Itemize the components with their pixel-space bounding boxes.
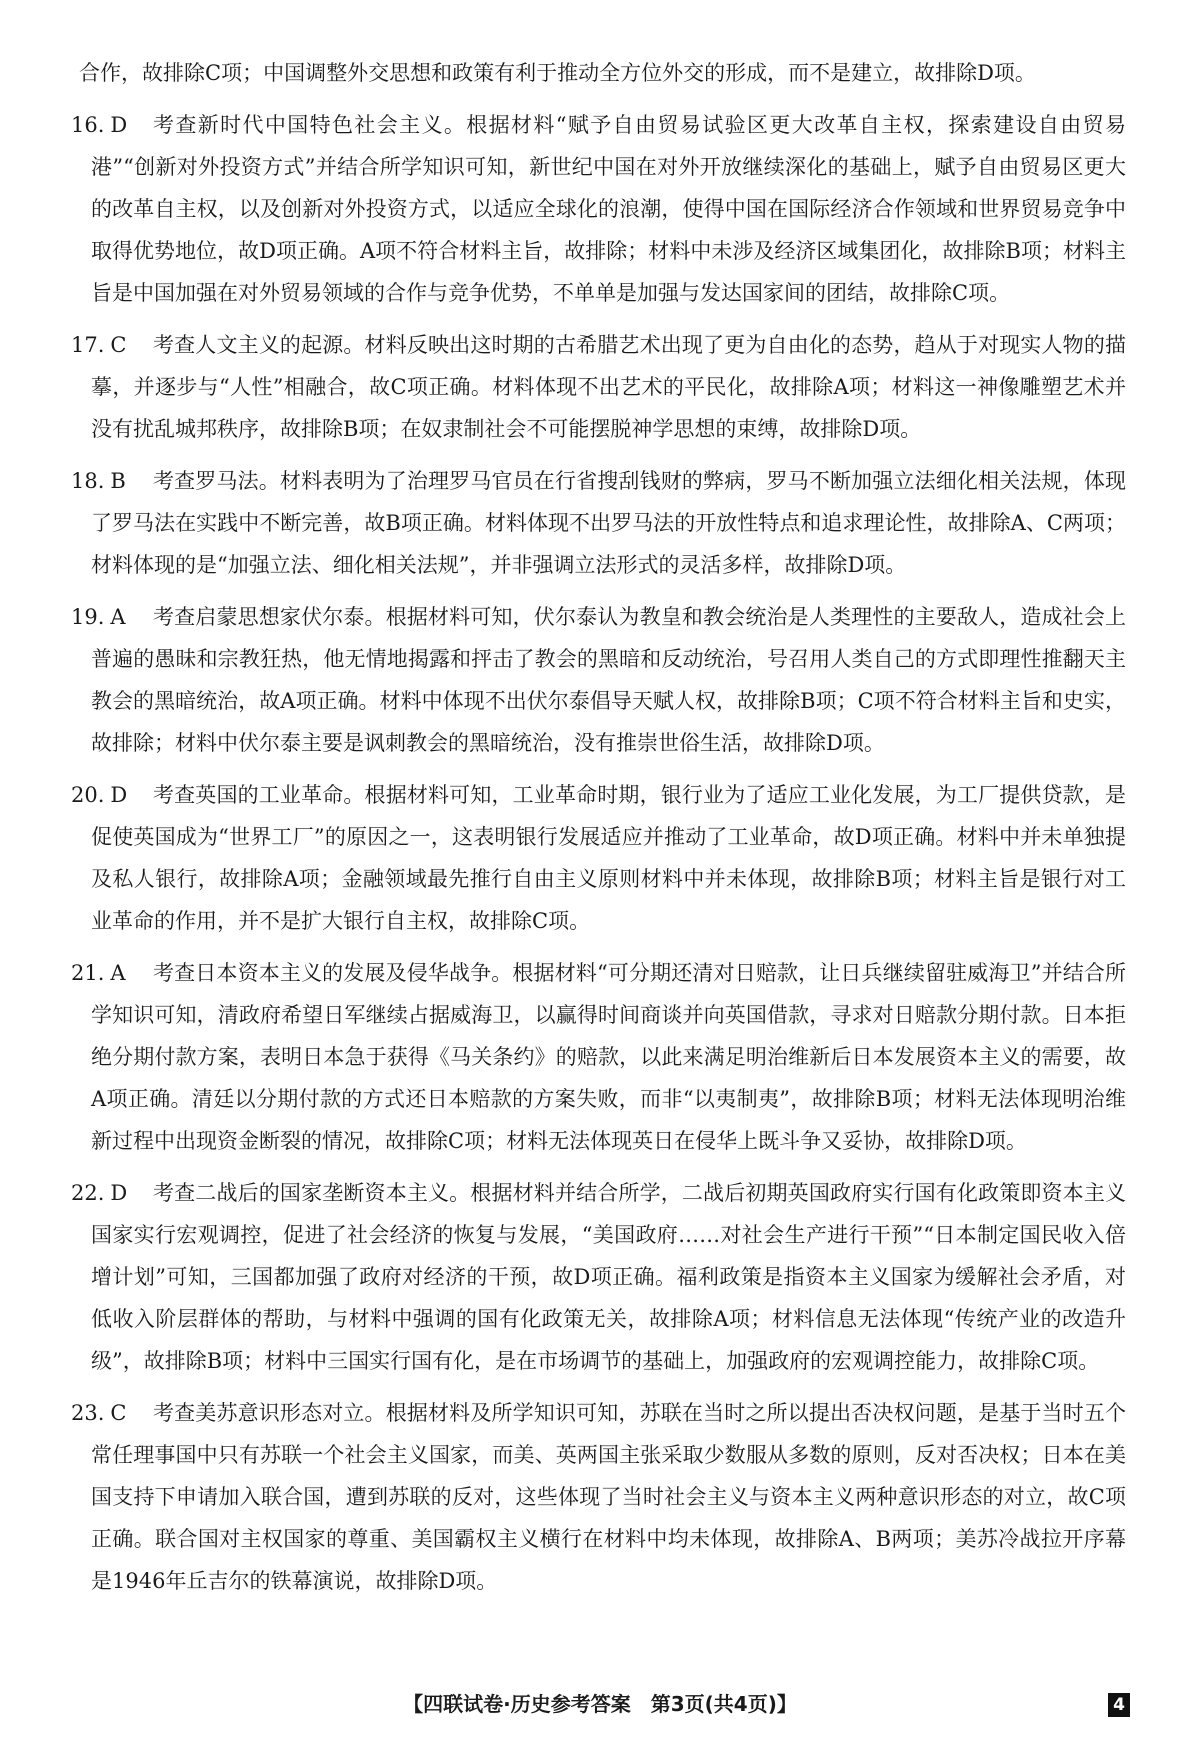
answer-item-23 (71, 1392, 1126, 1602)
answer-letter: A (110, 961, 126, 985)
question-index: 19. (71, 605, 105, 629)
question-index: 16. (71, 113, 105, 137)
explanation-text: 考查新时代中国特色社会主义。根据材料“赋予自由贸易试验区更大改革自主权，探索建设自由贸易港”“创新对外投资方式”并结合所学知识可知，新世纪中国在对外开放继续深化的基础上，赋予自由贸易区更大的改革自主权，以及创新对外投资方式，以适应全球化的浪潮，使得中国在国际经济合作领域和世界贸易竞争中取得优势地位，故D项正确。A项不符合材料主旨，故排除；材料中未涉及经济区域集团化，故排除B项；材料主旨是中国加强在对外贸易领域的合作与竞争优势，不单单是加强与发达国家间的团结，故排除C项。 (91, 113, 1126, 305)
explanation-text: 考查英国的工业革命。根据材料可知，工业革命时期，银行业为了适应工业化发展，为工厂提供贷款，是促使英国成为“世界工厂”的原因之一，这表明银行发展适应并推动了工业革命，故D项正确。材料中并未单独提及私人银行，故排除A项；金融领域最先推行自由主义原则材料中并未体现，故排除B项；材料主旨是银行对工业革命的作用，并不是扩大银行自主权，故排除C项。 (91, 783, 1126, 933)
answer-item-18 (71, 460, 1126, 586)
answer-letter: C (110, 1401, 127, 1425)
answer-item-21 (71, 952, 1126, 1162)
explanation-text: 考查罗马法。材料表明为了治理罗马官员在行省搜刮钱财的弊病，罗马不断加强立法细化相关法规，体现了罗马法在实践中不断完善，故B项正确。材料体现不出罗马法的开放性特点和追求理论性，故排除A、C两项；材料体现的是“加强立法、细化相关法规”，并非强调立法形式的灵活多样，故排除D项。 (91, 469, 1126, 577)
answer-page (71, 52, 1126, 1612)
question-index: 23. (71, 1401, 105, 1425)
explanation-text: 考查日本资本主义的发展及侵华战争。根据材料“可分期还清对日赔款，让日兵继续留驻威海卫”并结合所学知识可知，清政府希望日军继续占据威海卫，以赢得时间商谈并向英国借款，寻求对日赔款分期付款。日本拒绝分期付款方案，表明日本急于获得《马关条约》的赔款，以此来满足明治维新后日本发展资本主义的需要，故A项正确。清廷以分期付款的方式还日本赔款的方案失败，而非“以夷制夷”，故排除B项；材料无法体现明治维新过程中出现资金断裂的情况，故排除C项；材料无法体现英日在侵华上既斗争又妥协，故排除D项。 (91, 961, 1126, 1153)
answer-letter: D (110, 113, 128, 137)
explanation-text: 考查二战后的国家垄断资本主义。根据材料并结合所学，二战后初期英国政府实行国有化政策即资本主义国家实行宏观调控，促进了社会经济的恢复与发展，“美国政府……对社会生产进行干预”“日本制定国民收入倍增计划”可知，三国都加强了政府对经济的干预，故D项正确。福利政策是指资本主义国家为缓解社会矛盾，对低收入阶层群体的帮助，与材料中强调的国有化政策无关，故排除A项；材料信息无法体现“传统产业的改造升级”，故排除B项；材料中三国实行国有化，是在市场调节的基础上，加强政府的宏观调控能力，故排除C项。 (91, 1181, 1126, 1373)
question-index: 20. (71, 783, 105, 807)
answer-letter: D (110, 1181, 128, 1205)
question-index: 22. (71, 1181, 105, 1205)
answer-item-17 (71, 324, 1126, 450)
question-index: 17. (71, 333, 105, 357)
continued-paragraph: 合作，故排除C项；中国调整外交思想和政策有利于推动全方位外交的形成，而不是建立，故排除D项。 (79, 61, 1036, 85)
answer-letter: C (110, 333, 127, 357)
answer-item-22 (71, 1172, 1126, 1382)
explanation-text: 考查人文主义的起源。材料反映出这时期的古希腊艺术出现了更为自由化的态势，趋从于对现实人物的描摹，并逐步与“人性”相融合，故C项正确。材料体现不出艺术的平民化，故排除A项；材料这一神像雕塑艺术并没有扰乱城邦秩序，故排除B项；在奴隶制社会不可能摆脱神学思想的束缚，故排除D项。 (91, 333, 1126, 441)
answer-item-16 (71, 104, 1126, 314)
page-number-badge: 4 (1108, 1693, 1130, 1717)
explanation-text: 考查美苏意识形态对立。根据材料及所学知识可知，苏联在当时之所以提出否决权问题，是基于当时五个常任理事国中只有苏联一个社会主义国家，而美、英两国主张采取少数服从多数的原则，反对否决权；日本在美国支持下申请加入联合国，遭到苏联的反对，这些体现了当时社会主义与资本主义两种意识形态的对立，故C项正确。联合国对主权国家的尊重、美国霸权主义横行在材料中均未体现，故排除A、B两项；美苏冷战拉开序幕是1946年丘吉尔的铁幕演说，故排除D项。 (91, 1401, 1126, 1593)
answer-letter: A (110, 605, 126, 629)
explanation-text: 考查启蒙思想家伏尔泰。根据材料可知，伏尔泰认为教皇和教会统治是人类理性的主要敌人，造成社会上普遍的愚昧和宗教狂热，他无情地揭露和抨击了教会的黑暗和反动统治，号召用人类自己的方式即理性推翻天主教会的黑暗统治，故A项正确。材料中体现不出伏尔泰倡导天赋人权，故排除B项；C项不符合材料主旨和史实，故排除；材料中伏尔泰主要是讽刺教会的黑暗统治，没有推崇世俗生活，故排除D项。 (91, 605, 1126, 755)
answer-item-19 (71, 596, 1126, 764)
question-index: 18. (71, 469, 105, 493)
page-footer: 【四联试卷·历史参考答案 第3页(共4页)】 (403, 1692, 797, 1716)
answer-letter: B (110, 469, 126, 493)
answer-item-20 (71, 774, 1126, 942)
answer-letter: D (110, 783, 128, 807)
question-index: 21. (71, 961, 105, 985)
